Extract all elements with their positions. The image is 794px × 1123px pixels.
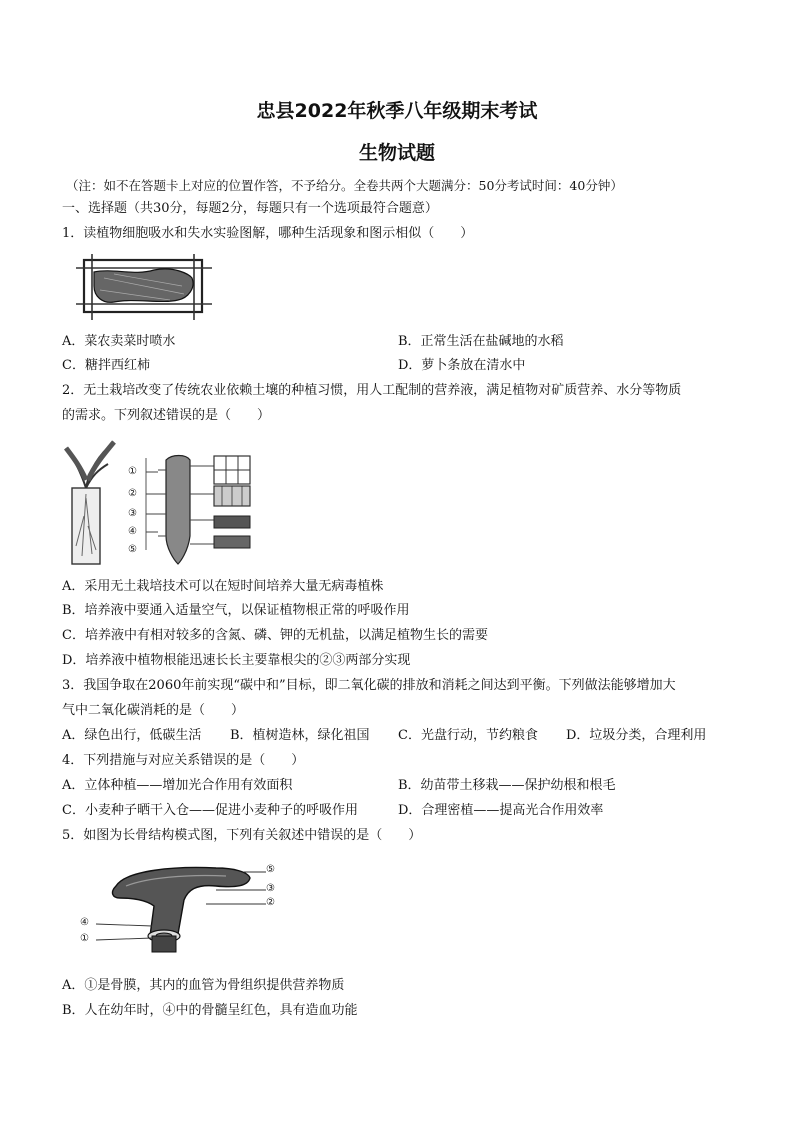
root-tip-label-4: ④ <box>128 526 137 537</box>
question-3-option-a: A．绿色出行，低碳生活 <box>62 728 202 743</box>
question-5-option-b: B．人在幼年时，④中的骨髓呈红色，具有造血功能 <box>62 1003 358 1018</box>
question-1-option-a: A．菜农卖菜时喷水 <box>62 334 176 349</box>
question-4-option-c: C．小麦种子晒干入仓——促进小麦种子的呼吸作用 <box>62 803 358 818</box>
root-tip-label-2: ② <box>128 488 137 499</box>
question-5-option-a: A．①是骨膜，其内的血管为骨组织提供营养物质 <box>62 978 345 993</box>
question-4-option-d: D．合理密植——提高光合作用效率 <box>398 803 604 818</box>
bone-label-2: ② <box>266 897 275 908</box>
exam-note: （注：如不在答题卡上对应的位置作答，不予给分。全卷共两个大题满分：50分考试时间：40分钟） <box>66 178 623 193</box>
soilless-culture-figure <box>62 436 262 568</box>
question-3-stem-line-1: 3．我国争取在2060年前实现“碳中和”目标，即二氧化碳的排放和消耗之间达到平衡。下列做法能够增加大 <box>62 678 676 693</box>
question-2-option-a: A．采用无土栽培技术可以在短时间培养大量无病毒植株 <box>62 579 384 594</box>
bone-label-3: ③ <box>266 883 275 894</box>
question-2-option-c: C．培养液中有相对较多的含氮、磷、钾的无机盐，以满足植物生长的需要 <box>62 628 488 643</box>
bone-label-5: ⑤ <box>266 864 275 875</box>
bone-label-1: ① <box>80 933 89 944</box>
question-4-stem: 4．下列措施与对应关系错误的是（ ） <box>62 753 305 768</box>
question-1-stem: 1．读植物细胞吸水和失水实验图解，哪种生活现象和图示相似（ ） <box>62 226 474 241</box>
question-3-option-b: B．植树造林，绿化祖国 <box>230 728 370 743</box>
long-bone-figure <box>66 856 290 956</box>
question-5-stem: 5．如图为长骨结构模式图，下列有关叙述中错误的是（ ） <box>62 828 422 843</box>
question-2-option-b: B．培养液中要通入适量空气，以保证植物根正常的呼吸作用 <box>62 603 410 618</box>
question-4-option-b: B．幼苗带土移栽——保护幼根和根毛 <box>398 778 616 793</box>
exam-subtitle: 生物试题 <box>358 142 435 164</box>
question-3-option-c: C．光盘行动，节约粮食 <box>398 728 538 743</box>
question-3-option-d: D．垃圾分类，合理利用 <box>566 728 707 743</box>
question-2-stem-line-1: 2．无土栽培改变了传统农业依赖土壤的种植习惯，用人工配制的营养液，满足植物对矿质营养、水分等物质 <box>62 383 682 398</box>
bone-label-4: ④ <box>80 917 89 928</box>
question-1-option-b: B．正常生活在盐碱地的水稻 <box>398 334 564 349</box>
root-tip-label-3: ③ <box>128 508 137 519</box>
root-tip-label-5: ⑤ <box>128 544 137 555</box>
plant-cell-figure <box>74 254 214 320</box>
question-2-option-d: D．培养液中植物根能迅速长长主要靠根尖的②③两部分实现 <box>62 653 411 668</box>
question-4-option-a: A．立体种植——增加光合作用有效面积 <box>62 778 293 793</box>
question-2-stem-line-2: 的需求。下列叙述错误的是（ ） <box>62 408 271 423</box>
question-1-option-d: D．萝卜条放在清水中 <box>398 358 526 373</box>
exam-title: 忠县2022年秋季八年级期末考试 <box>256 100 538 122</box>
section-heading: 一、选择题（共30分，每题2分，每题只有一个选项最符合题意） <box>62 201 438 216</box>
question-1-option-c: C．糖拌西红柿 <box>62 358 150 373</box>
root-tip-label-1: ① <box>128 466 137 477</box>
question-3-stem-line-2: 气中二氧化碳消耗的是（ ） <box>62 703 245 718</box>
